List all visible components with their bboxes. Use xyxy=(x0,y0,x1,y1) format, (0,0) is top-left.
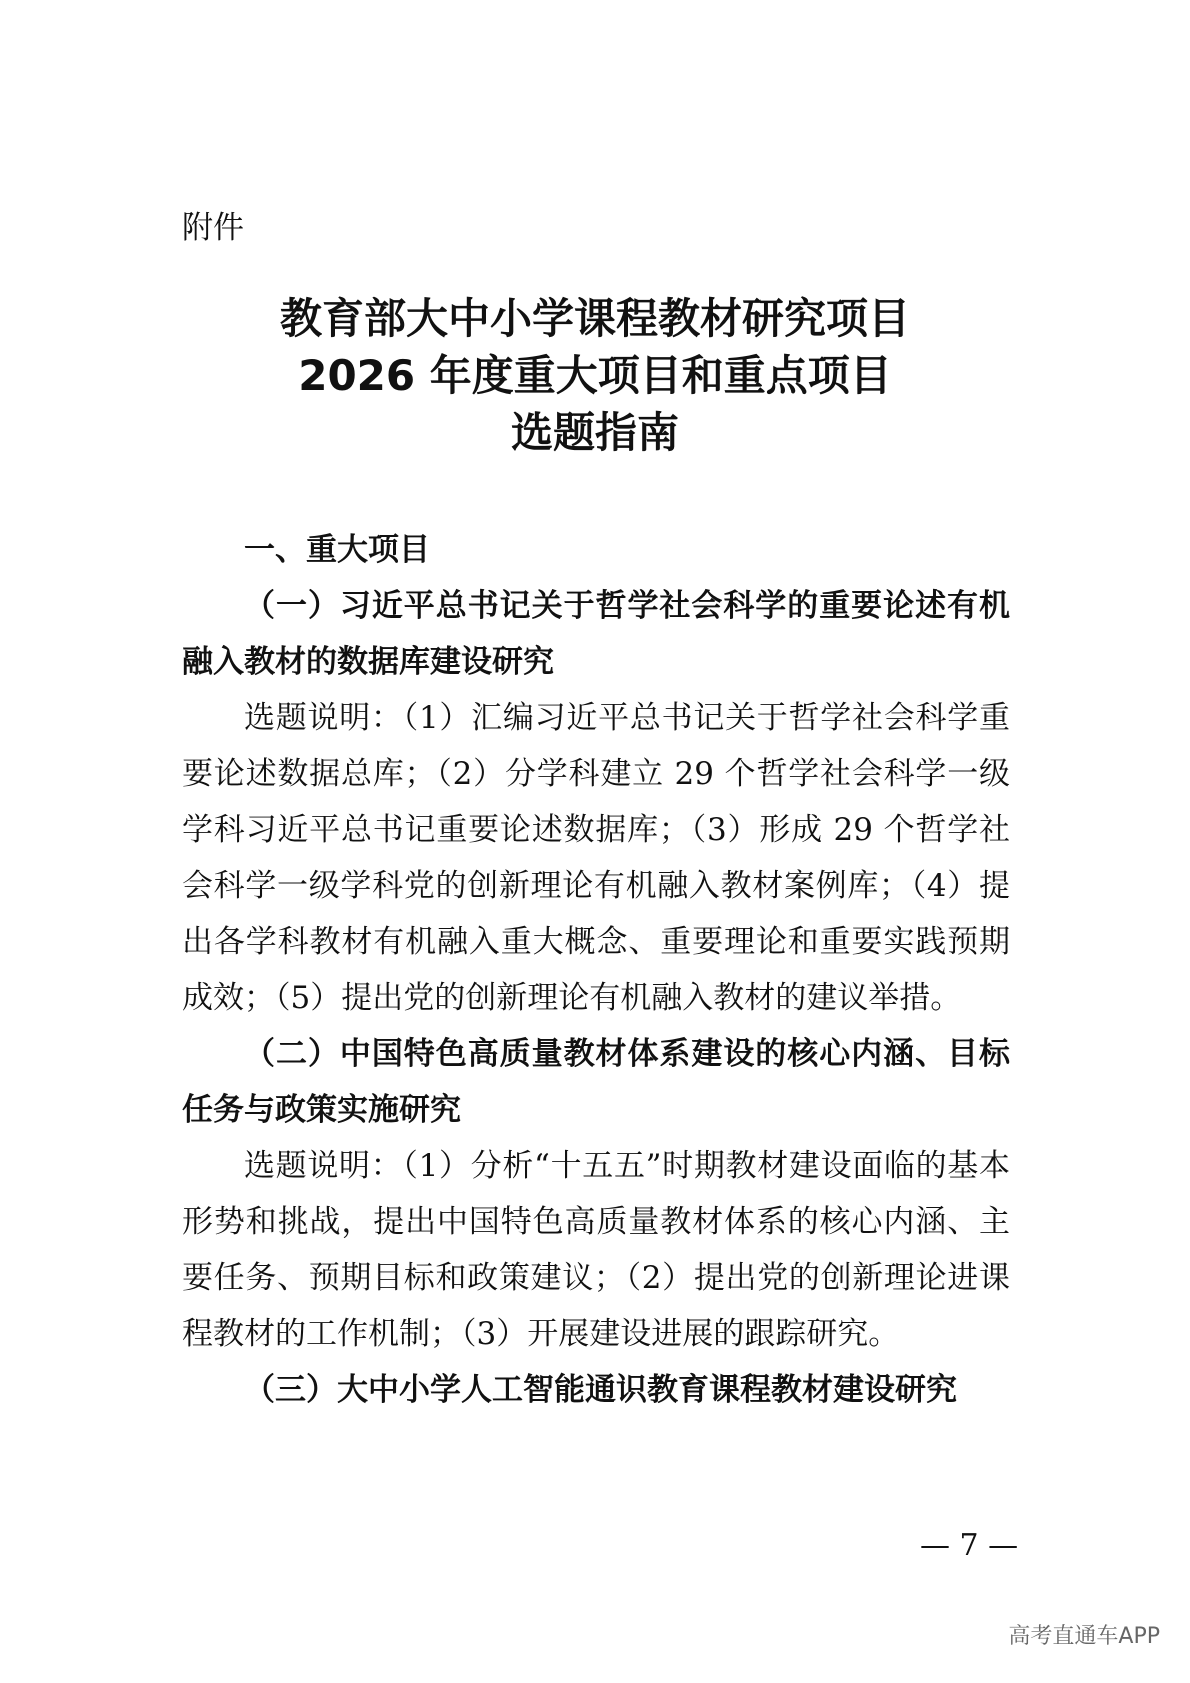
attachment-label: 附件 xyxy=(182,210,244,246)
document-title xyxy=(0,290,1190,461)
section-heading-major: 一、重大项目 xyxy=(244,532,430,568)
title-line-2: 2026 年度重大项目和重点项目 xyxy=(298,351,892,400)
title-line-3: 选题指南 xyxy=(510,408,679,457)
item-1-description: 选题说明：（1）汇编习近平总书记关于哲学社会科学重要论述数据总库；（2）分学科建立 29 个哲学社会科学一级学科习近平总书记重要论述数据库；（3）形成 29 个哲学社会科学一级学科党的创新理论有机融入教材案例库；（4）提出各学科教材有机融入重大概念、重要理论和重要实践预期成效；（5）提出党的创新理论有机融入教材的建议举措。 xyxy=(182,700,1010,1016)
item-2-heading: （二）中国特色高质量教材体系建设的核心内涵、目标任务与政策实施研究 xyxy=(182,1036,1010,1128)
watermark-text: 高考直通车APP xyxy=(1008,1624,1160,1649)
document-body xyxy=(182,522,1010,1418)
item-1-heading: （一）习近平总书记关于哲学社会科学的重要论述有机融入教材的数据库建设研究 xyxy=(182,588,1010,680)
item-3-heading: （三）大中小学人工智能通识教育课程教材建设研究 xyxy=(244,1372,957,1408)
page-number: — 7 — xyxy=(920,1528,1019,1563)
title-line-1: 教育部大中小学课程教材研究项目 xyxy=(279,294,910,343)
item-2-description: 选题说明：（1）分析“十五五”时期教材建设面临的基本形势和挑战，提出中国特色高质量教材体系的核心内涵、主要任务、预期目标和政策建议；（2）提出党的创新理论进课程教材的工作机制；（3）开展建设进展的跟踪研究。 xyxy=(182,1148,1010,1352)
